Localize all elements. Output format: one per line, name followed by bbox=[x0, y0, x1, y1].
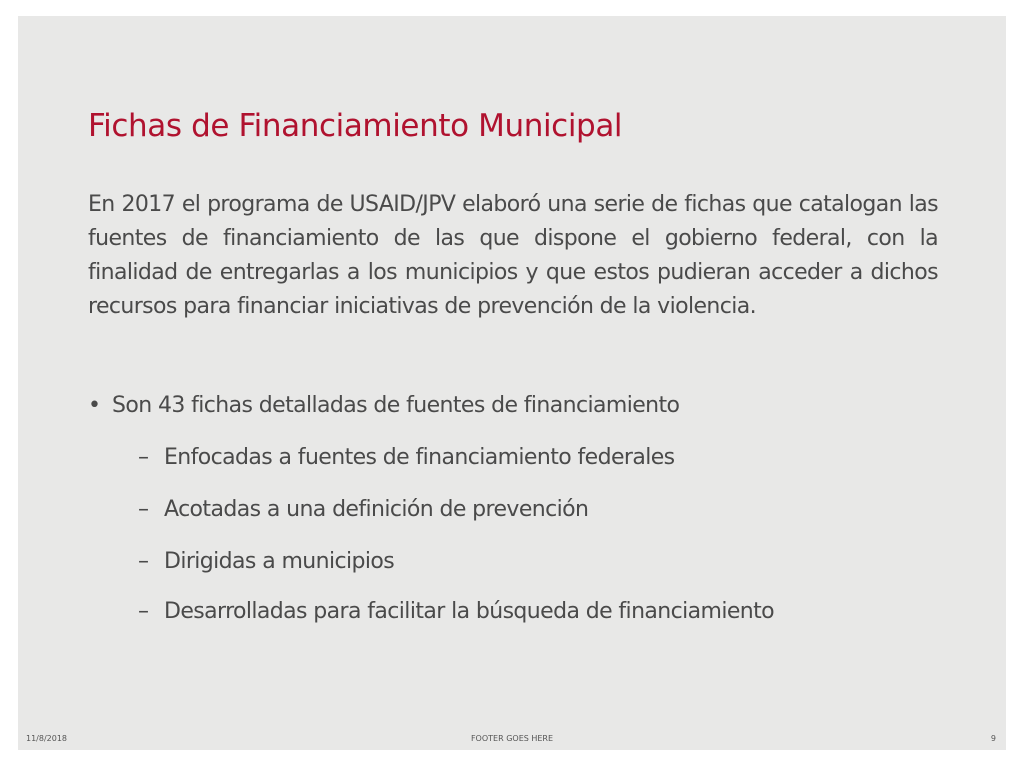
bullet-text: Son 43 fichas detalladas de fuentes de financiamiento bbox=[112, 393, 680, 418]
sub-marker: – bbox=[138, 445, 149, 470]
page-number: 9 bbox=[990, 734, 996, 743]
sub-item-4 bbox=[138, 596, 774, 628]
slide bbox=[18, 16, 1006, 750]
sub-marker: – bbox=[138, 549, 149, 574]
intro-paragraph: En 2017 el programa de USAID/JPV elaboró una serie de fichas que catalogan las fuentes de financiamiento de las que dispone el gobierno federal, con la finalidad de entregarlas a los municipios y que estos pudieran acceder a dichos recursos para financiar iniciativas de prevención de la violencia. bbox=[88, 192, 938, 319]
sub-item-3 bbox=[138, 546, 394, 578]
bullet-marker: • bbox=[88, 393, 101, 418]
footer-text: FOOTER GOES HERE bbox=[470, 734, 554, 743]
sub-item-text: Dirigidas a municipios bbox=[164, 549, 395, 574]
sub-marker: – bbox=[138, 497, 149, 522]
sub-item-text: Desarrolladas para facilitar la búsqueda de financiamiento bbox=[164, 599, 775, 624]
slide-title: Fichas de Financiamiento Municipal bbox=[88, 108, 623, 144]
sub-item-2 bbox=[138, 494, 588, 526]
bullet-item bbox=[88, 390, 948, 422]
sub-item-text: Acotadas a una definición de prevención bbox=[164, 497, 589, 522]
sub-marker: – bbox=[138, 599, 149, 624]
footer-date: 11/8/2018 bbox=[26, 734, 68, 743]
sub-item-1 bbox=[138, 442, 675, 474]
sub-item-text: Enfocadas a fuentes de financiamiento federales bbox=[164, 445, 675, 470]
